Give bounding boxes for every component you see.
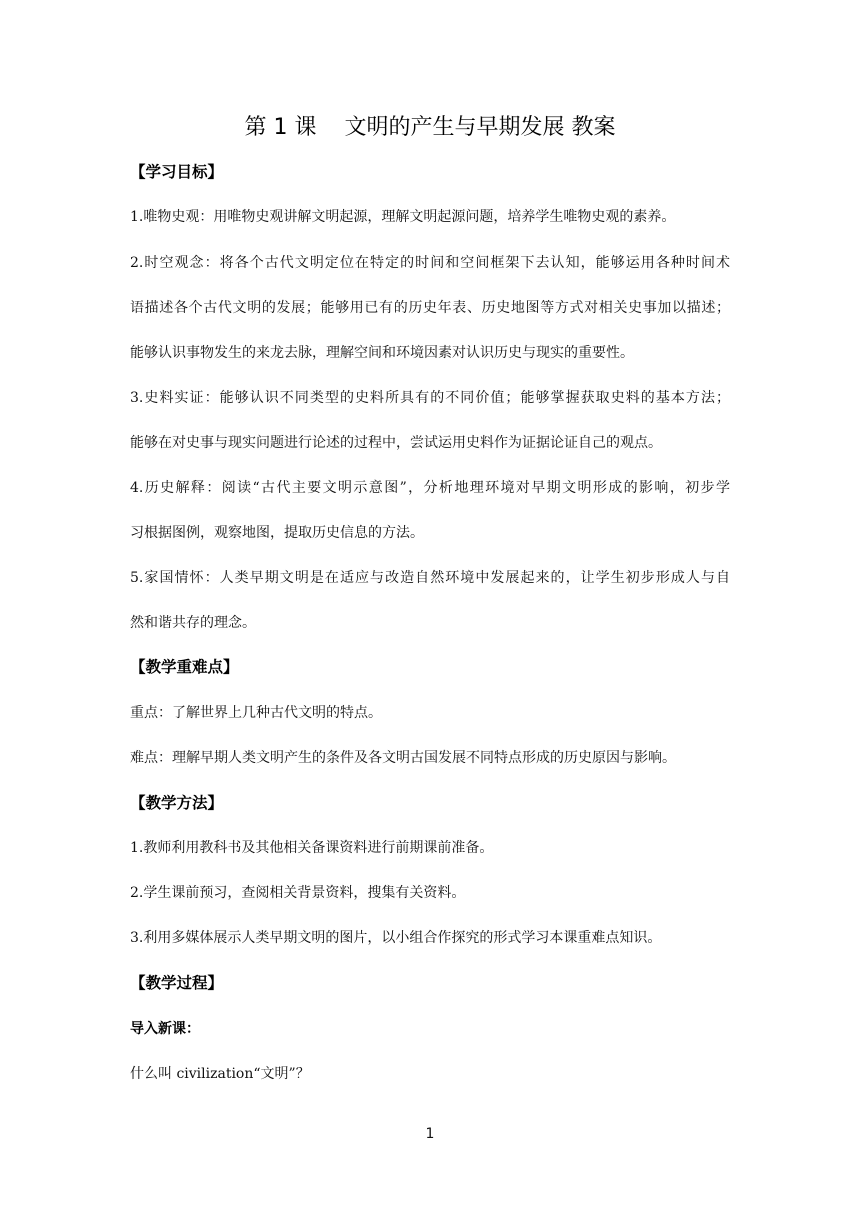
document-title: 第 1 课 文明的产生与早期发展 教案 <box>244 115 616 140</box>
method-line-3: 3.利用多媒体展示人类早期文明的图片，以小组合作探究的形式学习本课重难点知识。 <box>130 930 662 946</box>
key-point-line-2: 难点：理解早期人类文明产生的条件及各文明古国发展不同特点形成的历史原因与影响。 <box>130 750 676 766</box>
objective-line-9: 5.家国情怀：人类早期文明是在适应与改造自然环境中发展起来的，让学生初步形成人与自 <box>130 570 730 586</box>
objective-line-6: 能够在对史事与现实问题进行论述的过程中，尝试运用史料作为证据论证自己的观点。 <box>130 435 662 451</box>
section-heading-key-points: 【教学重难点】 <box>130 658 239 676</box>
page-number: 1 <box>425 1126 435 1142</box>
objective-line-3: 语描述各个古代文明的发展；能够用已有的历史年表、历史地图等方式对相关史事加以描述； <box>130 300 730 316</box>
objective-line-2: 2.时空观念：将各个古代文明定位在特定的时间和空间框架下去认知，能够运用各种时间术 <box>130 255 730 271</box>
section-heading-methods: 【教学方法】 <box>130 794 224 812</box>
objective-line-10: 然和谐共存的理念。 <box>130 615 256 631</box>
objective-line-5: 3.史料实证：能够认识不同类型的史料所具有的不同价值；能够掌握获取史料的基本方法； <box>130 390 730 406</box>
key-point-line-1: 重点：了解世界上几种古代文明的特点。 <box>130 705 382 721</box>
section-heading-process: 【教学过程】 <box>130 974 224 992</box>
objective-line-4: 能够认识事物发生的来龙去脉，理解空间和环境因素对认识历史与现实的重要性。 <box>130 345 634 361</box>
method-line-1: 1.教师利用教科书及其他相关备课资料进行前期课前准备。 <box>130 840 494 856</box>
section-heading-objectives: 【学习目标】 <box>130 163 224 181</box>
method-line-2: 2.学生课前预习，查阅相关背景资料，搜集有关资料。 <box>130 885 466 901</box>
subheading-introduction: 导入新课： <box>130 1021 200 1037</box>
objective-line-1: 1.唯物史观：用唯物史观讲解文明起源，理解文明起源问题，培养学生唯物史观的素养。 <box>130 209 676 225</box>
process-line-1: 什么叫 civilization“文明”？ <box>130 1066 310 1082</box>
objective-line-8: 习根据图例，观察地图，提取历史信息的方法。 <box>130 525 424 541</box>
objective-line-7: 4.历史解释：阅读“古代主要文明示意图”，分析地理环境对早期文明形成的影响，初步学 <box>130 480 730 496</box>
